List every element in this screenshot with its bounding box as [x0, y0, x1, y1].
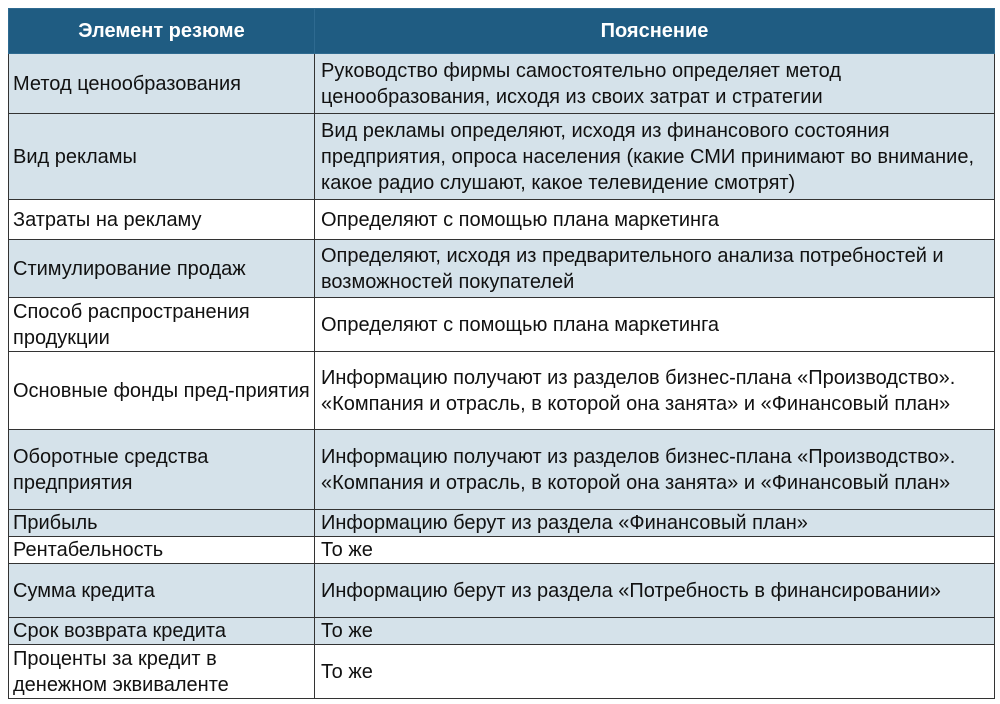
- header-element: Элемент резюме: [9, 9, 315, 54]
- table-row: [9, 645, 995, 699]
- cell-element: Метод ценообразования: [9, 54, 315, 114]
- cell-element: Основные фонды пред-приятия: [9, 352, 315, 430]
- table-row: [9, 298, 995, 352]
- cell-element: Рентабельность: [9, 537, 315, 564]
- cell-explanation: То же: [315, 645, 995, 699]
- table-row: [9, 240, 995, 298]
- cell-explanation: Информацию берут из раздела «Финансовый план»: [315, 510, 995, 537]
- cell-explanation: Определяют с помощью плана маркетинга: [315, 298, 995, 352]
- cell-explanation: То же: [315, 618, 995, 645]
- header-explanation: Пояснение: [315, 9, 995, 54]
- table-header-row: [9, 9, 995, 54]
- cell-explanation: Информацию получают из разделов бизнес-плана «Производство». «Компания и отрасль, в которой она занята» и «Финансовый план»: [315, 352, 995, 430]
- cell-element: Способ распространения продукции: [9, 298, 315, 352]
- cell-explanation: То же: [315, 537, 995, 564]
- table-row: [9, 114, 995, 200]
- cell-explanation: Определяют, исходя из предварительного анализа потребностей и возможностей покупателей: [315, 240, 995, 298]
- cell-element: Вид рекламы: [9, 114, 315, 200]
- cell-explanation: Определяют с помощью плана маркетинга: [315, 200, 995, 240]
- table-row: [9, 618, 995, 645]
- table-row: [9, 200, 995, 240]
- cell-element: Сумма кредита: [9, 564, 315, 618]
- table-row: [9, 510, 995, 537]
- cell-element: Прибыль: [9, 510, 315, 537]
- cell-element: Затраты на рекламу: [9, 200, 315, 240]
- resume-table-sheet: [8, 8, 994, 699]
- cell-explanation: Информацию получают из разделов бизнес-плана «Производство». «Компания и отрасль, в которой она занята» и «Финансовый план»: [315, 430, 995, 510]
- table-row: [9, 352, 995, 430]
- table-row: [9, 430, 995, 510]
- cell-element: Стимулирование продаж: [9, 240, 315, 298]
- table-row: [9, 537, 995, 564]
- cell-element: Проценты за кредит в денежном эквиваленте: [9, 645, 315, 699]
- cell-explanation: Вид рекламы определяют, исходя из финансового состояния предприятия, опроса населения (какие СМИ принимают во внимание, какое радио слушают, какое телевидение смотрят): [315, 114, 995, 200]
- table-row: [9, 564, 995, 618]
- cell-element: Оборотные средства предприятия: [9, 430, 315, 510]
- cell-explanation: Информацию берут из раздела «Потребность в финансировании»: [315, 564, 995, 618]
- resume-elements-table: [8, 8, 995, 699]
- table-row: [9, 54, 995, 114]
- cell-element: Срок возврата кредита: [9, 618, 315, 645]
- cell-explanation: Руководство фирмы самостоятельно определяет метод ценообразования, исходя из своих затрат и стратегии: [315, 54, 995, 114]
